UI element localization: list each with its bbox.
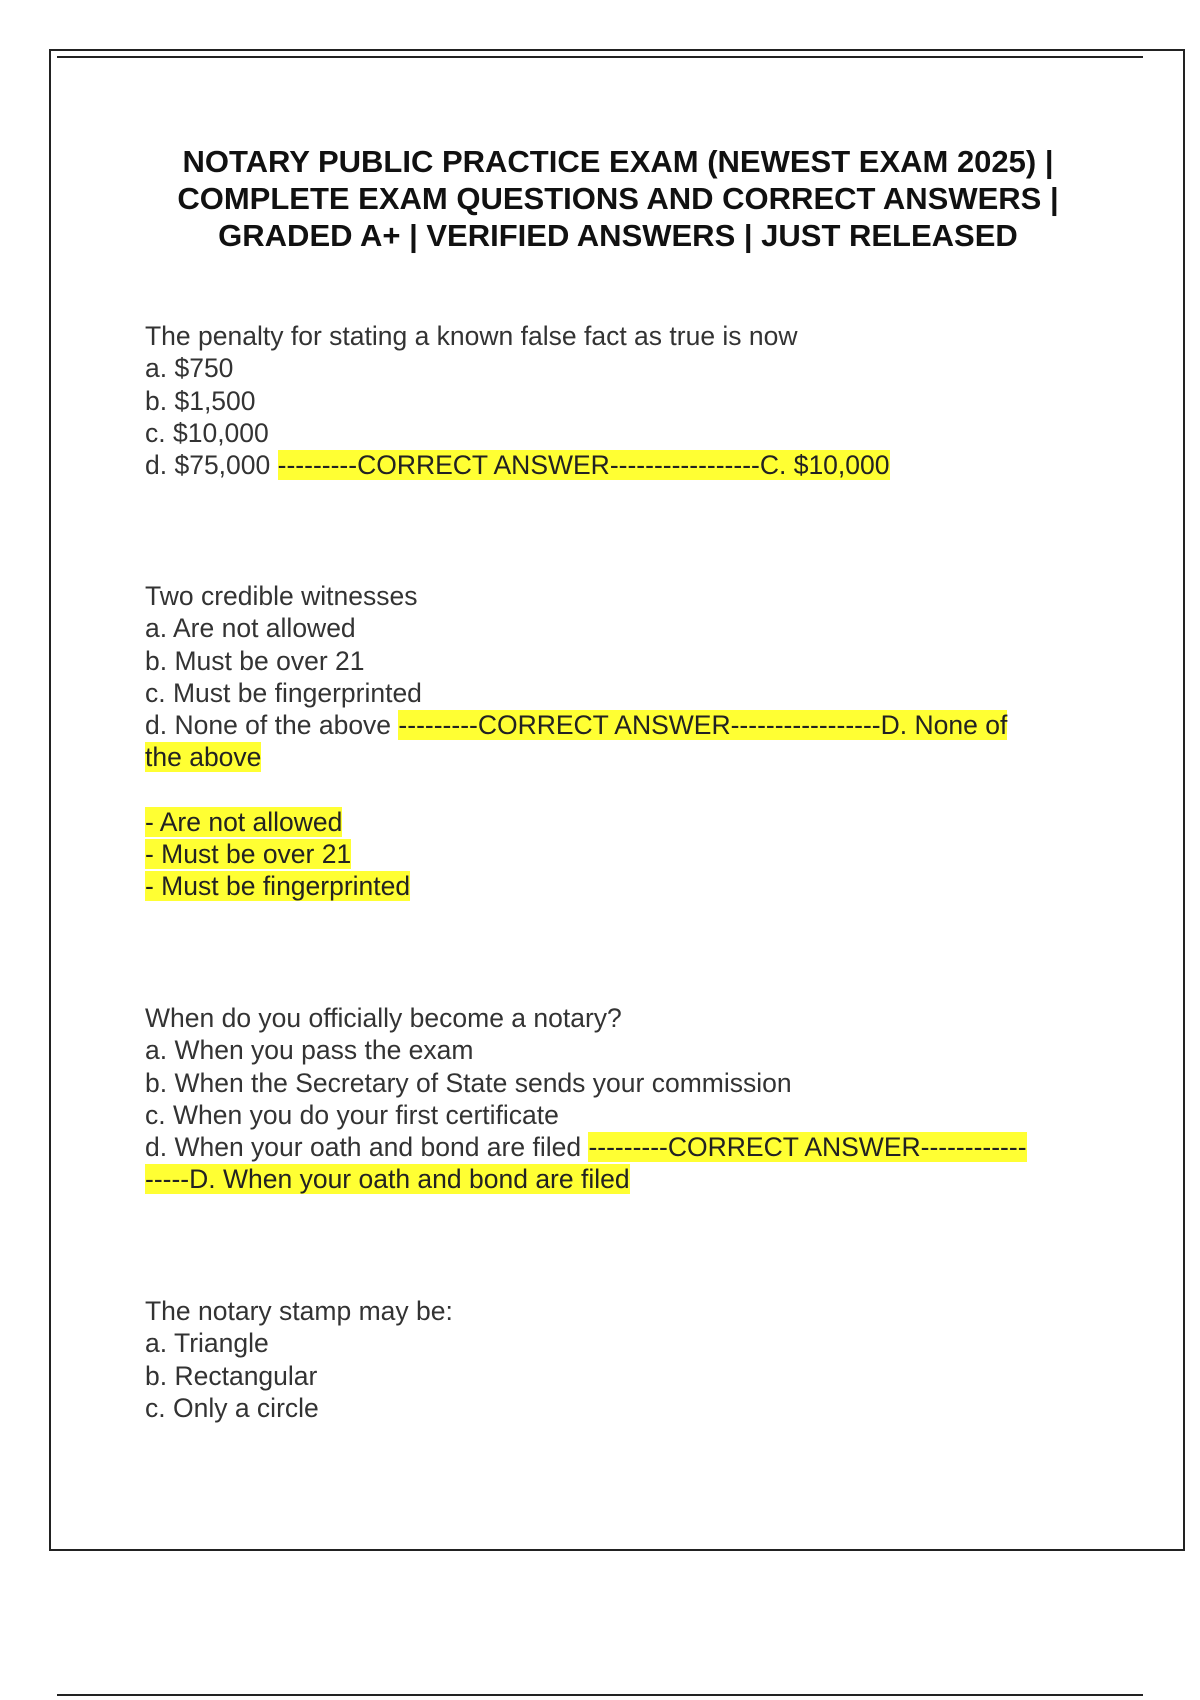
option: d. None of the above — [145, 710, 392, 741]
option: b. Must be over 21 — [145, 645, 365, 676]
correct-answer-highlight: ---------CORRECT ANSWER-----------------D. None of — [398, 710, 1008, 741]
option-with-answer — [145, 449, 1105, 481]
option: b. $1,500 — [145, 385, 256, 416]
question-4 — [145, 1295, 1105, 1424]
title-line: GRADED A+ | VERIFIED ANSWERS | JUST RELEASED — [218, 218, 1018, 253]
option-with-answer — [145, 709, 1105, 741]
option: a. Triangle — [145, 1328, 269, 1359]
option: d. $75,000 — [145, 450, 271, 481]
option: a. When you pass the exam — [145, 1035, 474, 1066]
question-3 — [145, 1002, 1105, 1196]
option: a. Are not allowed — [145, 613, 356, 644]
answer-continuation — [145, 741, 1105, 773]
answer-note: - Must be fingerprinted — [145, 871, 411, 902]
option-with-answer — [145, 1131, 1105, 1163]
correct-answer-highlight: -----D. When your oath and bond are filed — [145, 1164, 630, 1195]
option: b. When the Secretary of State sends your commission — [145, 1067, 792, 1098]
title-line: COMPLETE EXAM QUESTIONS AND CORRECT ANSWERS | — [177, 181, 1059, 216]
correct-answer-highlight: ---------CORRECT ANSWER-----------------C. $10,000 — [277, 450, 890, 481]
option: c. When you do your first certificate — [145, 1099, 559, 1130]
answer-notes — [145, 806, 1105, 903]
option: a. $750 — [145, 353, 234, 384]
bottom-rule — [57, 1694, 1143, 1696]
answer-continuation — [145, 1163, 1105, 1195]
top-rule — [57, 56, 1143, 58]
question-prompt: When do you officially become a notary? — [145, 1003, 622, 1033]
question-prompt: Two credible witnesses — [145, 581, 418, 611]
option: d. When your oath and bond are filed — [145, 1132, 582, 1163]
option: c. Only a circle — [145, 1392, 319, 1423]
question-prompt: The penalty for stating a known false fact as true is now — [145, 321, 798, 351]
question-2 — [145, 580, 1105, 903]
document-title — [120, 143, 1116, 254]
answer-note: - Are not allowed — [145, 806, 343, 837]
question-prompt: The notary stamp may be: — [145, 1296, 453, 1326]
correct-answer-highlight: ---------CORRECT ANSWER------------ — [588, 1132, 1027, 1163]
answer-note: - Must be over 21 — [145, 839, 352, 870]
correct-answer-highlight: the above — [145, 742, 262, 773]
option: b. Rectangular — [145, 1360, 318, 1391]
title-line: NOTARY PUBLIC PRACTICE EXAM (NEWEST EXAM 2025) | — [182, 144, 1054, 179]
option: c. Must be fingerprinted — [145, 677, 422, 708]
option: c. $10,000 — [145, 417, 269, 448]
question-1 — [145, 320, 1105, 481]
